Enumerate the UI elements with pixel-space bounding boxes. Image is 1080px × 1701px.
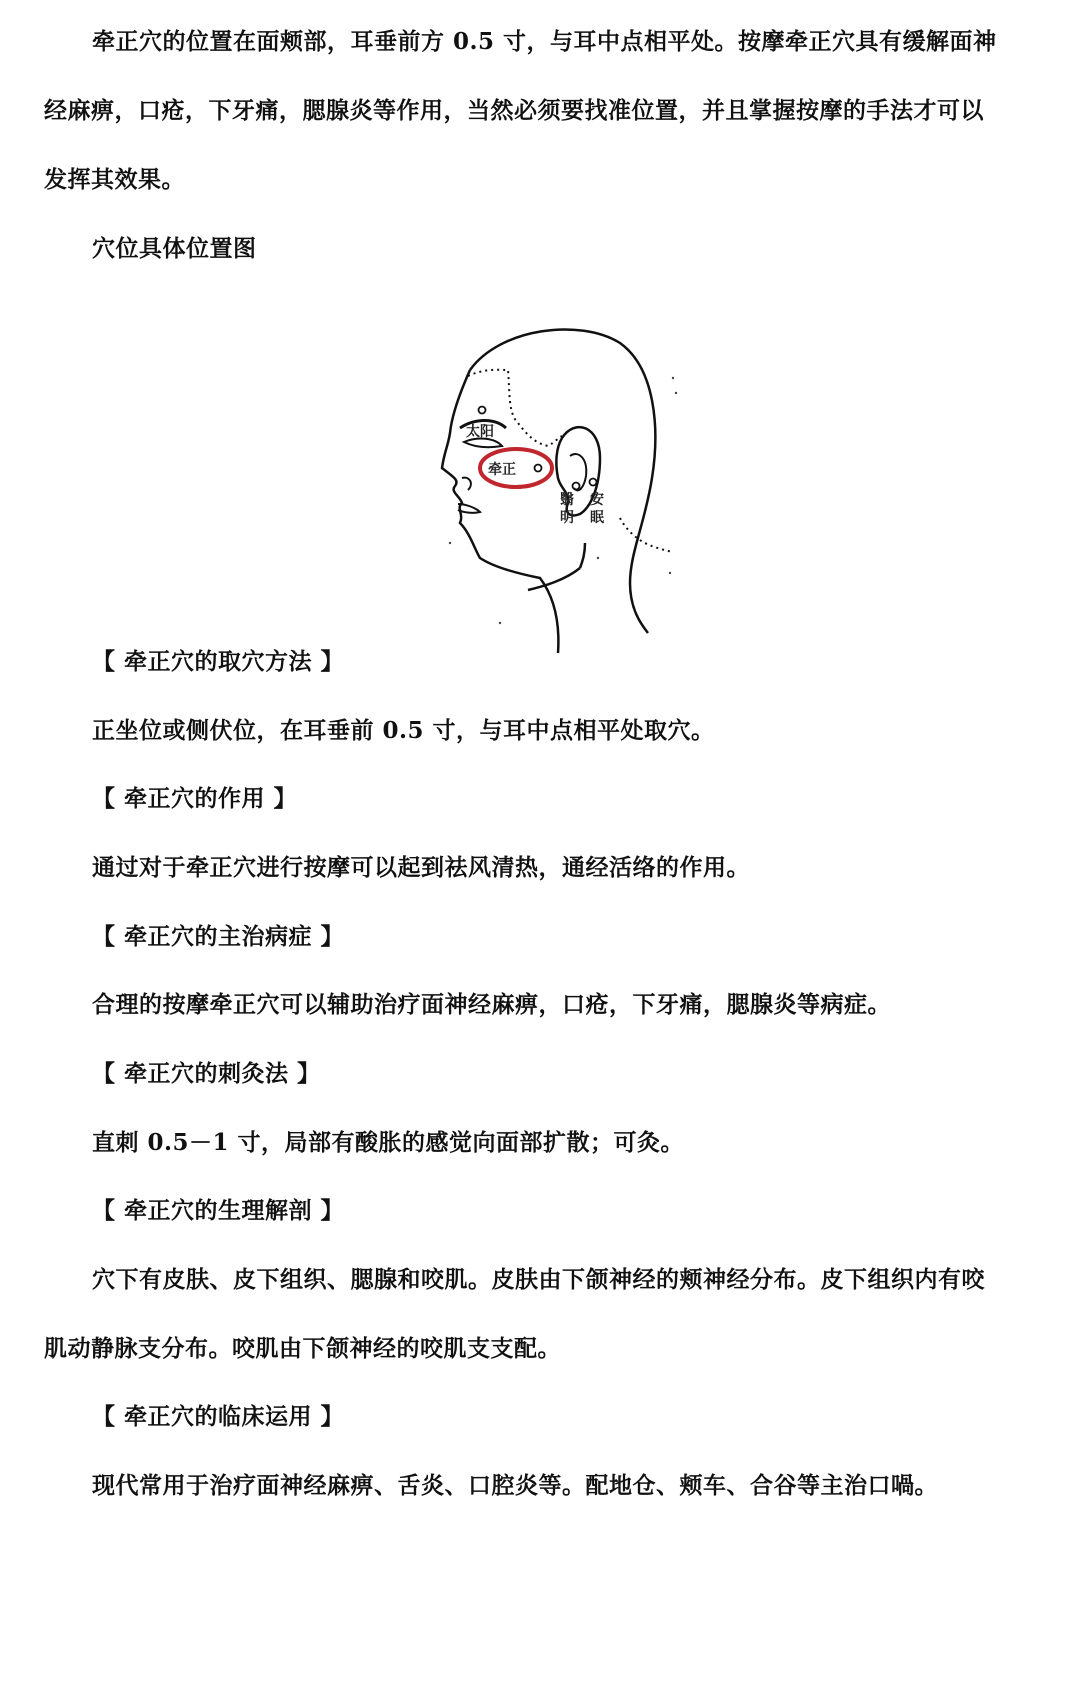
section-body-anatomy-line-1: 穴下有皮肤、皮下组织、腮腺和咬肌。皮肤由下颌神经的颊神经分布。皮下组织内有咬 (92, 1266, 985, 1293)
acupoint-head-diagram (440, 318, 690, 658)
section-body-clinical-use: 现代常用于治疗面神经麻痹、舌炎、口腔炎等。配地仓、颊车、合谷等主治口喎。 (92, 1472, 938, 1499)
label-anmian-2: 眠 (590, 510, 604, 526)
section-body-needling: 直刺 0.5－1 寸，局部有酸胀的感觉向面部扩散；可灸。 (92, 1129, 685, 1156)
section-heading-clinical-use: 【 牵正穴的临床运用 】 (92, 1403, 345, 1430)
section-body-anatomy-line-2: 肌动静脉支分布。咬肌由下颌神经的咬肌支支配。 (44, 1335, 561, 1362)
intro-line-3: 发挥其效果。 (44, 166, 185, 193)
label-yiming-1: 翳 (560, 492, 574, 508)
section-body-indications: 合理的按摩牵正穴可以辅助治疗面神经麻痹，口疮，下牙痛，腮腺炎等病症。 (92, 991, 891, 1018)
section-heading-indications: 【 牵正穴的主治病症 】 (92, 923, 345, 950)
label-anmian-1: 安 (590, 492, 604, 508)
label-yiming-2: 明 (560, 510, 574, 526)
label-taiyang: 太阳 (466, 424, 494, 440)
section-heading-function: 【 牵正穴的作用 】 (92, 785, 298, 812)
section-heading-needling: 【 牵正穴的刺灸法 】 (92, 1060, 321, 1087)
intro-line-1: 牵正穴的位置在面颊部，耳垂前方 0.5 寸，与耳中点相平处。按摩牵正穴具有缓解面神 (92, 28, 997, 55)
intro-line-2: 经麻痹，口疮，下牙痛，腮腺炎等作用，当然必须要找准位置，并且掌握按摩的手法才可以 (44, 97, 984, 124)
figure-caption: 穴位具体位置图 (92, 235, 257, 262)
head-profile-illustration (440, 318, 690, 658)
section-heading-location-method: 【 牵正穴的取穴方法 】 (92, 648, 345, 675)
label-qianzheng: 牵正 (488, 462, 516, 478)
section-heading-anatomy: 【 牵正穴的生理解剖 】 (92, 1197, 345, 1224)
section-body-function: 通过对于牵正穴进行按摩可以起到祛风清热，通经活络的作用。 (92, 854, 750, 881)
section-body-location-method: 正坐位或侧伏位，在耳垂前 0.5 寸，与耳中点相平处取穴。 (92, 717, 715, 744)
